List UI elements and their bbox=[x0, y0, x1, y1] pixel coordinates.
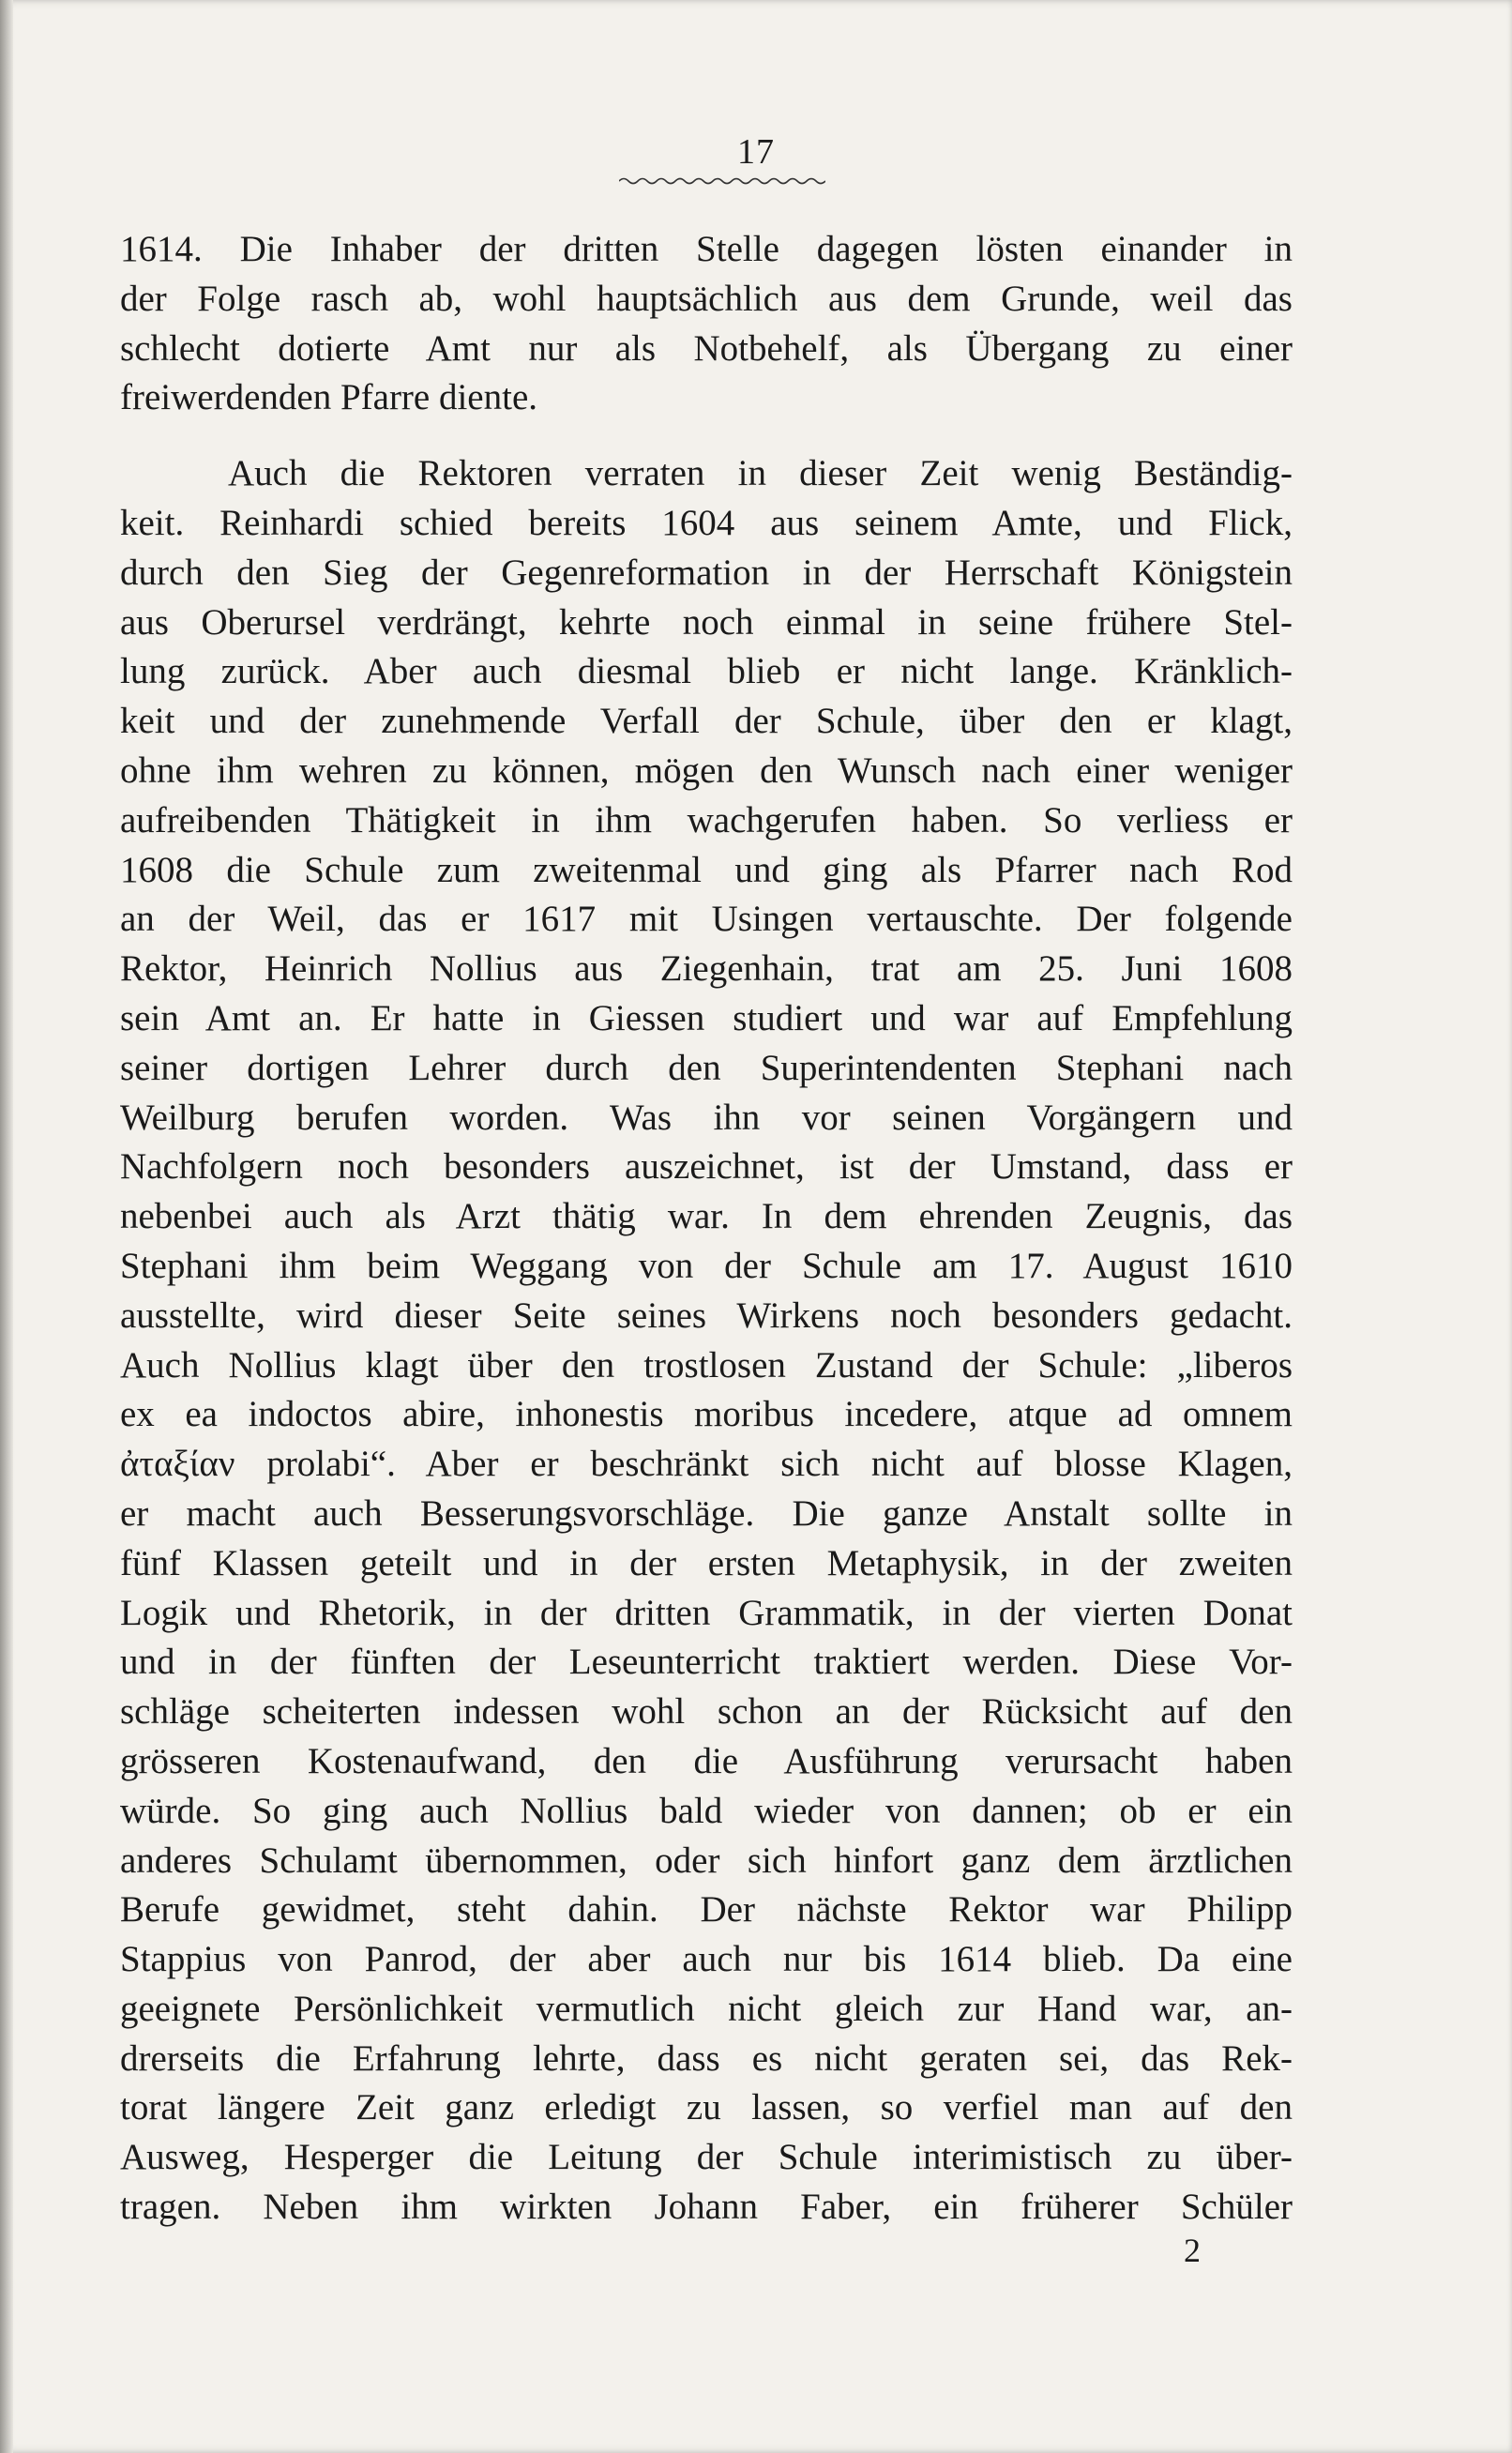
text-line: ex ea indoctos abire, inhonestis moribus incedere, atque ad omnem bbox=[120, 1394, 1293, 1435]
text-line: tragen. Neben ihm wirkten Johann Faber, ein früherer Schüler bbox=[120, 2187, 1293, 2228]
paragraph-1 bbox=[120, 225, 1293, 423]
text-line: schlecht dotierte Amt nur als Notbehelf, als Übergang zu einer bbox=[120, 327, 1293, 369]
paragraph-2 bbox=[120, 449, 1293, 2233]
text-line: Berufe gewidmet, steht dahin. Der nächste Rektor war Philipp bbox=[120, 1889, 1293, 1931]
text-line: freiwerdenden Pfarre diente. bbox=[120, 377, 538, 418]
signature-mark: 2 bbox=[1184, 2232, 1201, 2269]
text-line: geeignete Persönlichkeit vermutlich nicht gleich zur Hand war, an- bbox=[120, 1988, 1293, 2029]
text-line: lung zurück. Aber auch diesmal blieb er nicht lange. Kränklich- bbox=[120, 651, 1293, 692]
text-line: sein Amt an. Er hatte in Giessen studiert und war auf Empfehlung bbox=[120, 997, 1293, 1038]
text-line: 1614. Die Inhaber der dritten Stelle dagegen lösten einander in bbox=[120, 229, 1293, 269]
text-line: durch den Sieg der Gegenreformation in der Herrschaft Königstein bbox=[120, 552, 1293, 593]
text-line: grösseren Kostenaufwand, den die Ausführung verursacht haben bbox=[120, 1740, 1293, 1781]
text-line: Auch Nollius klagt über den trostlosen Zustand der Schule: „liberos bbox=[120, 1344, 1293, 1385]
page-number: 17 bbox=[737, 132, 775, 172]
text-line: Logik und Rhetorik, in der dritten Grammatik, in der vierten Donat bbox=[120, 1592, 1293, 1633]
text-line: Nachfolgern noch besonders auszeichnet, ist der Umstand, dass er bbox=[120, 1146, 1293, 1188]
text-line: aufreibenden Thätigkeit in ihm wachgerufen haben. So verliess er bbox=[120, 799, 1293, 840]
text-line: Weilburg berufen worden. Was ihn vor seinen Vorgängern und bbox=[120, 1097, 1293, 1138]
text-line: torat längere Zeit ganz erledigt zu lassen, so verfiel man auf den bbox=[120, 2087, 1293, 2128]
text-line: 1608 die Schule zum zweitenmal und ging als Pfarrer nach Rod bbox=[120, 849, 1293, 890]
text-line: fünf Klassen geteilt und in der ersten Metaphysik, in der zweiten bbox=[120, 1542, 1293, 1583]
text-line: an der Weil, das er 1617 mit Usingen vertauschte. Der folgende bbox=[120, 899, 1293, 940]
wavy-rule-ornament bbox=[619, 176, 825, 186]
text-line: Stappius von Panrod, der aber auch nur bis 1614 blieb. Da eine bbox=[120, 1939, 1293, 1980]
text-line: und in der fünften der Leseunterricht traktiert werden. Diese Vor- bbox=[120, 1642, 1293, 1683]
text-line: keit und der zunehmende Verfall der Schule, über den er klagt, bbox=[120, 701, 1293, 742]
text-line: Ausweg, Hesperger die Leitung der Schule interimistisch zu über- bbox=[120, 2137, 1293, 2178]
text-line: ἀταξίαν prolabi“. Aber er beschränkt sich nicht auf blosse Klagen, bbox=[120, 1444, 1293, 1485]
text-line: seiner dortigen Lehrer durch den Superintendenten Stephani nach bbox=[120, 1047, 1293, 1088]
text-line: schläge scheiterten indessen wohl schon an der Rücksicht auf den bbox=[120, 1691, 1293, 1733]
text-line: drerseits die Erfahrung lehrte, dass es nicht geraten sei, das Rek- bbox=[120, 2037, 1293, 2079]
text-line: der Folge rasch ab, wohl hauptsächlich aus dem Grunde, weil das bbox=[120, 278, 1293, 319]
text-line: aus Oberursel verdrängt, kehrte noch einmal in seine frühere Stel- bbox=[120, 601, 1293, 643]
text-line: Auch die Rektoren verraten in dieser Zeit wenig Beständig- bbox=[228, 453, 1293, 494]
text-line: anderes Schulamt übernommen, oder sich hinfort ganz dem ärztlichen bbox=[120, 1840, 1293, 1881]
body-text bbox=[120, 225, 1293, 2233]
page-edge-shadow bbox=[0, 0, 13, 2453]
text-line: würde. So ging auch Nollius bald wieder von dannen; ob er ein bbox=[120, 1790, 1293, 1831]
text-line: keit. Reinhardi schied bereits 1604 aus seinem Amte, und Flick, bbox=[120, 502, 1293, 543]
text-line: nebenbei auch als Arzt thätig war. In dem ehrenden Zeugnis, das bbox=[120, 1196, 1293, 1237]
text-line: Rektor, Heinrich Nollius aus Ziegenhain, trat am 25. Juni 1608 bbox=[120, 948, 1293, 990]
text-line: Stephani ihm beim Weggang von der Schule am 17. August 1610 bbox=[120, 1245, 1293, 1286]
text-line: ohne ihm wehren zu können, mögen den Wunsch nach einer weniger bbox=[120, 750, 1293, 791]
paragraph-gap bbox=[120, 423, 1293, 449]
text-line: er macht auch Besserungsvorschläge. Die ganze Anstalt sollte in bbox=[120, 1492, 1293, 1534]
text-line: ausstellte, wird dieser Seite seines Wirkens noch besonders gedacht. bbox=[120, 1295, 1293, 1336]
